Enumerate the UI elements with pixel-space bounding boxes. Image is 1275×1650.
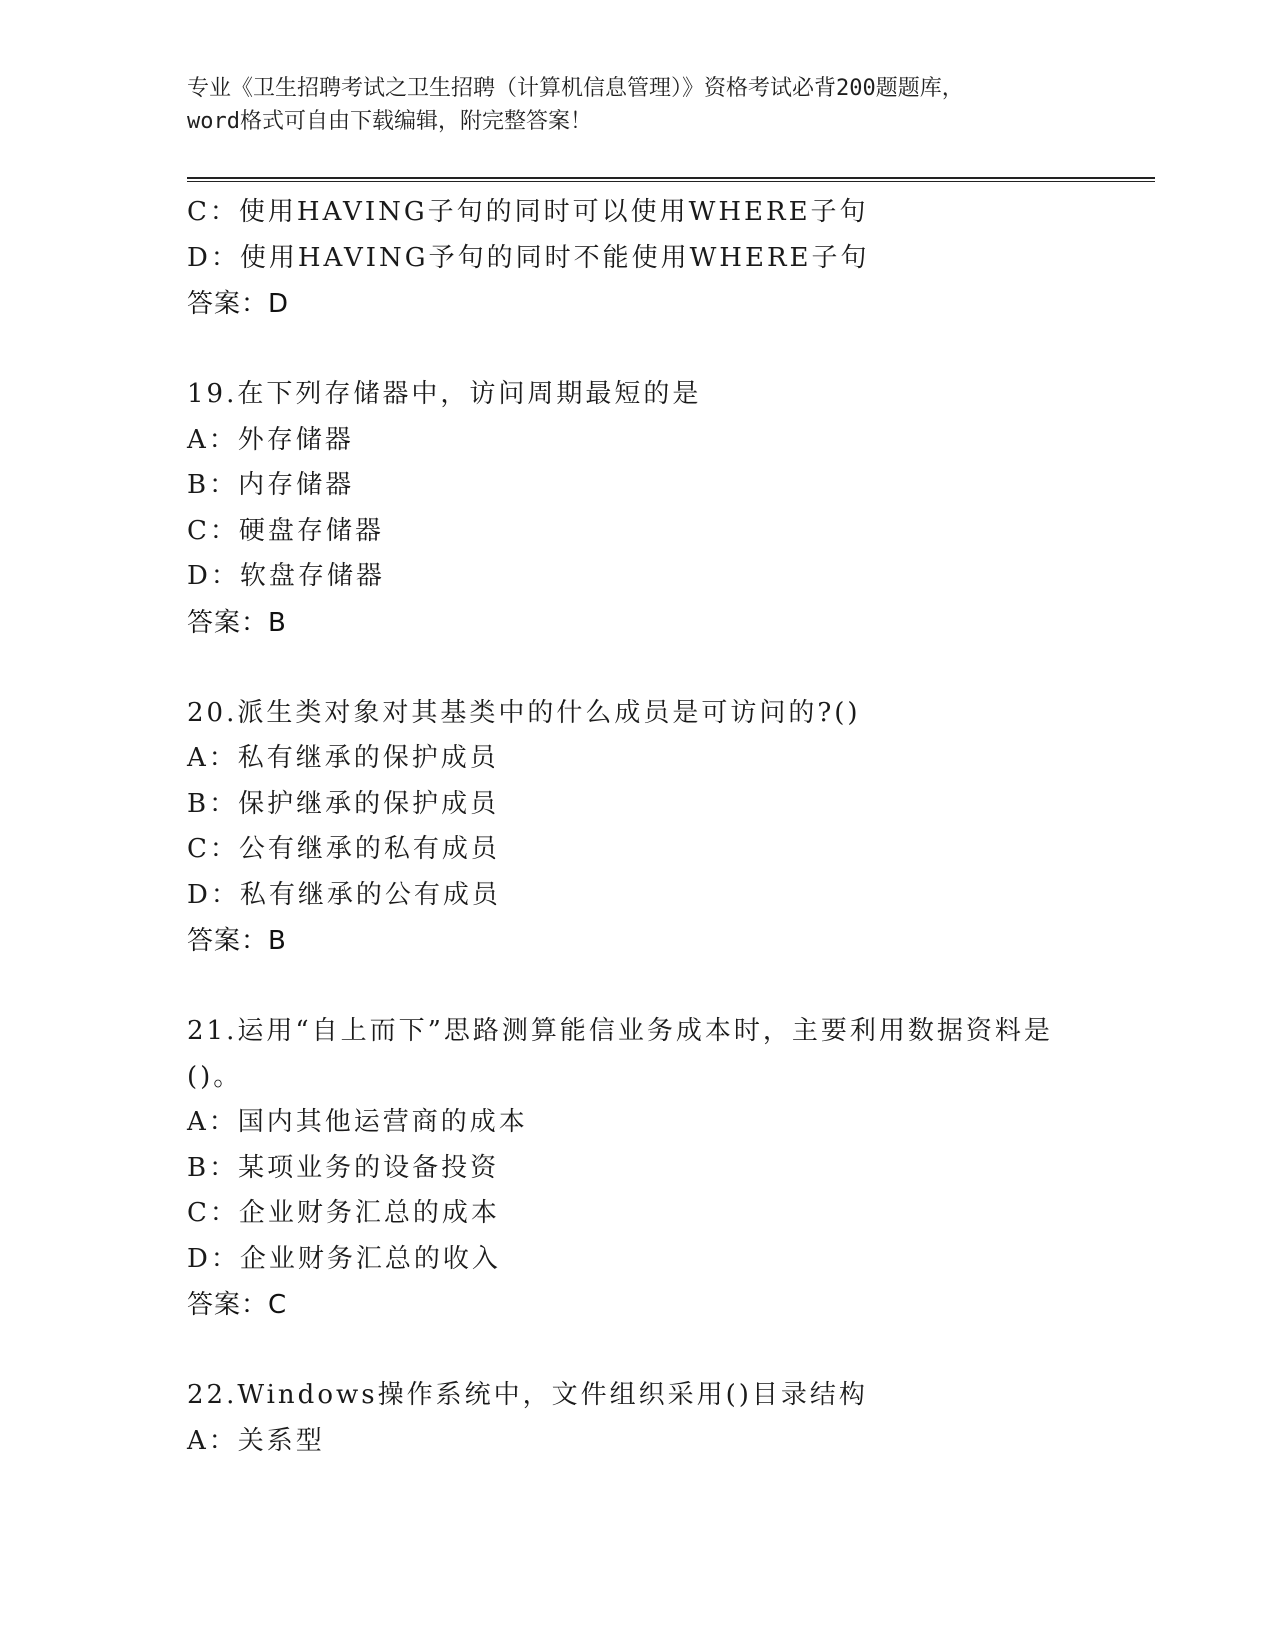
q21-stem-line-1: 21.运用“自上而下”思路测算能信业务成本时，主要利用数据资料是 xyxy=(187,1016,1053,1046)
q20-option-a: A：私有继承的保护成员 xyxy=(187,743,499,773)
q19-option-a: A：外存储器 xyxy=(187,424,354,455)
q21-answer: 答案：C xyxy=(187,1290,288,1320)
q18-option-d: D：使用HAVING予句的同时不能使用WHERE子句 xyxy=(187,242,870,273)
question-gap xyxy=(187,327,1107,372)
header-divider xyxy=(187,177,1155,182)
header-line-1: 专业《卫生招聘考试之卫生招聘（计算机信息管理）》资格考试必背200题题库， xyxy=(187,76,964,101)
question-list xyxy=(187,190,1107,1464)
q21-option-c: C：企业财务汇总的成本 xyxy=(187,1198,500,1228)
q18-answer: 答案：D xyxy=(187,289,290,319)
header-line-2: word格式可自由下载编辑，附完整答案！ xyxy=(187,109,592,134)
question-gap xyxy=(187,646,1107,691)
q19-stem: 19.在下列存储器中，访问周期最短的是 xyxy=(187,379,702,409)
question-20 xyxy=(187,691,1107,965)
q19-answer: 答案：B xyxy=(187,607,287,638)
q19-option-b: B：内存储器 xyxy=(187,470,355,500)
document-header xyxy=(187,72,1087,138)
question-19 xyxy=(187,372,1107,646)
q20-option-d: D：私有继承的公有成员 xyxy=(187,879,501,910)
question-gap xyxy=(187,964,1107,1009)
question-gap xyxy=(187,1328,1107,1373)
q20-answer: 答案：B xyxy=(187,926,287,956)
q22-option-a: A：关系型 xyxy=(187,1425,325,1456)
q21-option-b: B：某项业务的设备投资 xyxy=(187,1152,500,1183)
q19-option-d: D：软盘存储器 xyxy=(187,561,385,591)
question-22 xyxy=(187,1373,1107,1464)
question-18 xyxy=(187,190,1107,327)
q20-option-b: B：保护继承的保护成员 xyxy=(187,788,500,819)
q19-option-c: C：硬盘存储器 xyxy=(187,515,384,546)
q22-stem: 22.Windows操作系统中，文件组织采用()目录结构 xyxy=(187,1380,868,1410)
q21-option-a: A：国内其他运营商的成本 xyxy=(187,1107,528,1137)
q18-option-c: C：使用HAVING子句的同时可以使用WHERE子句 xyxy=(187,197,869,227)
q21-option-d: D：企业财务汇总的收入 xyxy=(187,1243,501,1274)
q20-option-c: C：公有继承的私有成员 xyxy=(187,834,500,864)
question-21 xyxy=(187,1009,1107,1328)
q21-stem-line-2: ()。 xyxy=(187,1061,243,1092)
q20-stem: 20.派生类对象对其基类中的什么成员是可访问的?() xyxy=(187,697,861,728)
